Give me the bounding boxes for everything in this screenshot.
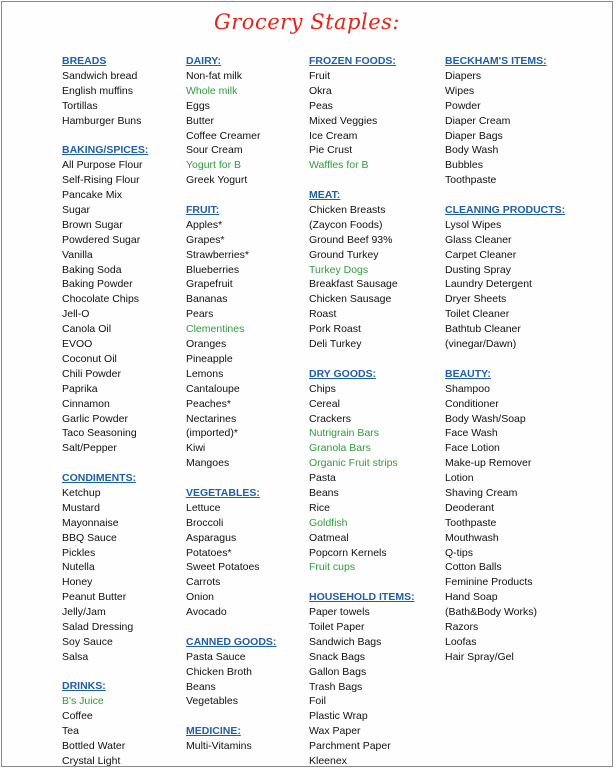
list-item: Wipes — [445, 84, 475, 97]
list-item: Carrots — [186, 576, 221, 589]
list-item: EVOO — [62, 338, 93, 351]
category-section — [445, 203, 565, 352]
list-item: B's Juice — [62, 695, 104, 708]
list-item: Chili Powder — [62, 367, 121, 380]
list-item: Cotton Balls — [445, 561, 502, 574]
list-item: (Bath&Body Works) — [445, 606, 538, 619]
list-item: Popcorn Kernels — [309, 546, 387, 559]
list-item: Sandwich Bags — [309, 635, 382, 648]
list-item: Toothpaste — [445, 516, 497, 529]
list-item: Chips — [309, 382, 336, 395]
list-item: Grapefruit — [186, 278, 233, 291]
list-item: Sour Cream — [186, 144, 243, 157]
list-item: Mustard — [62, 501, 100, 514]
list-item: Make-up Remover — [445, 457, 532, 470]
category-section — [309, 367, 415, 576]
list-item: (imported)* — [186, 427, 238, 440]
category-heading: CLEANING PRODUCTS: — [445, 203, 566, 216]
list-item: Hamburger Buns — [62, 114, 142, 127]
list-item: Dusting Spray — [445, 263, 511, 276]
list-item: All Purpose Flour — [62, 159, 143, 172]
category-heading: FRUIT: — [186, 203, 220, 216]
list-item: Diaper Cream — [445, 114, 511, 127]
list-item: Body Wash — [445, 144, 499, 157]
list-item: Sugar — [62, 204, 91, 217]
list-item: Nutella — [62, 561, 95, 574]
list-item: Pancake Mix — [62, 189, 123, 202]
list-item: Okra — [309, 84, 332, 97]
list-column-1 — [62, 54, 148, 784]
list-item: Garlic Powder — [62, 412, 128, 425]
category-section — [186, 635, 276, 710]
list-item: Lotion — [445, 472, 474, 485]
category-section — [309, 54, 415, 173]
list-item: Chicken Sausage — [309, 293, 392, 306]
category-heading: BAKING/SPICES: — [62, 144, 149, 157]
list-item: Cereal — [309, 397, 340, 410]
list-item: Toilet Cleaner — [445, 308, 510, 321]
category-heading: BREADS — [62, 55, 107, 67]
list-item: Body Wash/Soap — [445, 412, 526, 425]
list-item: Roast — [309, 308, 337, 321]
grocery-list-page — [1, 1, 613, 767]
category-section — [186, 203, 276, 471]
list-item: Goldfish — [309, 516, 348, 529]
category-section — [186, 486, 276, 620]
category-section — [309, 590, 415, 769]
list-item: Conditioner — [445, 397, 499, 410]
list-item: Strawberries* — [186, 248, 250, 261]
list-item: Bottled Water — [62, 740, 126, 753]
list-item: Blueberries — [186, 263, 240, 276]
list-item: Mangoes — [186, 457, 230, 470]
list-item: Ketchup — [62, 486, 101, 499]
list-item: Nectarines — [186, 412, 237, 425]
list-column-3 — [309, 54, 415, 784]
list-item: Chocolate Chips — [62, 293, 140, 306]
list-item: Chicken Breasts — [309, 204, 386, 217]
list-item: Kleenex — [309, 755, 347, 768]
category-heading: FROZEN FOODS: — [309, 55, 396, 67]
list-item: Coffee — [62, 710, 93, 723]
list-item: Shaving Cream — [445, 486, 518, 499]
list-item: Hand Soap — [445, 591, 498, 604]
list-item: Plastic Wrap — [309, 710, 368, 723]
list-item: Baking Powder — [62, 278, 133, 291]
list-item: Broccoli — [186, 516, 224, 529]
list-item: (Zaycon Foods) — [309, 218, 383, 231]
list-item: Rice — [309, 501, 331, 514]
list-item: Diaper Bags — [445, 129, 503, 142]
list-item: Bubbles — [445, 159, 483, 172]
list-item: Turkey Dogs — [309, 263, 369, 276]
page-title: Grocery Staples: — [213, 10, 400, 34]
list-item: Powdered Sugar — [62, 233, 141, 246]
list-item: Honey — [62, 576, 93, 589]
list-item: Dryer Sheets — [445, 293, 507, 306]
list-item: BBQ Sauce — [62, 531, 117, 544]
list-item: Toilet Paper — [309, 621, 365, 633]
list-item: Cantaloupe — [186, 382, 240, 395]
list-item: Vanilla — [62, 248, 93, 261]
list-item: Cinnamon — [62, 397, 110, 410]
list-item: Mixed Veggies — [309, 114, 378, 127]
list-item: Ice Cream — [309, 129, 358, 142]
list-item: Chicken Broth — [186, 665, 252, 678]
list-item: Yogurt for B — [186, 159, 242, 172]
list-item: Brown Sugar — [62, 218, 123, 231]
list-item: Paprika — [62, 382, 98, 395]
list-item: Canola Oil — [62, 323, 112, 336]
list-item: Beans — [309, 486, 339, 499]
list-item: Bathtub Cleaner — [445, 323, 521, 336]
category-heading: DAIRY: — [186, 55, 221, 67]
list-item: Peaches* — [186, 397, 231, 410]
category-heading: CANNED GOODS: — [186, 635, 277, 648]
category-section — [186, 54, 276, 188]
category-heading: CONDIMENTS: — [62, 471, 137, 484]
list-item: Asparagus — [186, 531, 237, 544]
category-heading: DRY GOODS: — [309, 367, 377, 380]
list-item: Tea — [62, 725, 79, 738]
list-item: Salad Dressing — [62, 620, 134, 633]
list-item: Peas — [309, 99, 333, 112]
category-section — [445, 367, 565, 665]
list-item: Lysol Wipes — [445, 218, 502, 231]
list-item: Oatmeal — [309, 531, 349, 544]
category-section — [186, 724, 276, 754]
list-item: Mayonnaise — [62, 516, 119, 529]
list-item: Avocado — [186, 606, 227, 619]
list-item: Parchment Paper — [309, 740, 391, 753]
category-heading: HOUSEHOLD ITEMS: — [309, 591, 415, 604]
list-item: Pears — [186, 308, 214, 321]
category-heading: MEAT: — [309, 189, 341, 202]
list-item: Waffles for B — [309, 159, 369, 172]
list-item: Jelly/Jam — [62, 606, 106, 619]
list-item: Soy Sauce — [62, 635, 113, 648]
list-item: Sandwich bread — [62, 70, 138, 82]
list-item: Taco Seasoning — [62, 427, 137, 440]
list-item: Sweet Potatoes — [186, 561, 260, 574]
list-column-4 — [445, 54, 565, 679]
category-heading: MEDICINE: — [186, 725, 241, 738]
list-item: Feminine Products — [445, 576, 533, 589]
list-item: Self-Rising Flour — [62, 174, 140, 187]
list-item: Fruit — [309, 70, 330, 82]
category-heading: DRINKS: — [62, 680, 106, 693]
list-item: Loofas — [445, 635, 477, 648]
list-item: Pineapple — [186, 352, 233, 365]
list-item: Lettuce — [186, 501, 221, 514]
list-item: Diapers — [445, 70, 482, 82]
list-item: Non-fat milk — [186, 70, 243, 82]
list-item: Deoderant — [445, 501, 495, 514]
list-item: Breakfast Sausage — [309, 278, 398, 291]
category-section — [62, 679, 148, 768]
list-item: Pickles — [62, 546, 96, 559]
list-item: Multi-Vitamins — [186, 740, 252, 753]
list-item: Glass Cleaner — [445, 233, 512, 246]
list-item: Clementines — [186, 323, 245, 336]
list-item: Beans — [186, 680, 216, 693]
list-item: Coffee Creamer — [186, 129, 261, 142]
list-item: Fruit cups — [309, 561, 356, 574]
list-item: Ground Turkey — [309, 248, 379, 261]
list-column-2 — [186, 54, 276, 769]
list-item: Deli Turkey — [309, 338, 362, 351]
list-item: Mouthwash — [445, 531, 499, 544]
list-item: Pork Roast — [309, 323, 361, 336]
list-item: Granola Bars — [309, 442, 371, 455]
list-item: Nutrigrain Bars — [309, 427, 380, 440]
list-item: Lemons — [186, 367, 224, 380]
list-item: Q-tips — [445, 546, 474, 559]
category-heading: BECKHAM'S ITEMS: — [445, 55, 547, 67]
category-section — [62, 471, 148, 665]
list-item: Coconut Oil — [62, 352, 117, 365]
category-heading: VEGETABLES: — [186, 486, 260, 499]
list-item: Wax Paper — [309, 725, 361, 738]
list-item: Salsa — [62, 650, 89, 663]
list-item: Shampoo — [445, 382, 490, 395]
list-item: Toothpaste — [445, 174, 497, 187]
category-section — [62, 54, 148, 129]
list-item: Gallon Bags — [309, 665, 367, 678]
list-item: Paper towels — [309, 606, 370, 619]
category-section — [309, 188, 415, 352]
list-item: Ground Beef 93% — [309, 233, 393, 246]
list-item: Trash Bags — [309, 680, 363, 693]
category-section — [62, 143, 148, 456]
list-item: Eggs — [186, 99, 210, 112]
list-item: Face Lotion — [445, 442, 500, 455]
list-item: Apples* — [186, 218, 223, 231]
list-item: Onion — [186, 591, 215, 604]
list-item: Baking Soda — [62, 263, 122, 276]
list-item: Grapes* — [186, 233, 225, 246]
list-item: Carpet Cleaner — [445, 248, 517, 261]
list-item: Vegetables — [186, 695, 238, 708]
list-item: Oranges — [186, 338, 227, 351]
list-item: Foil — [309, 695, 326, 708]
list-item: Powder — [445, 99, 481, 112]
list-item: Kiwi — [186, 442, 206, 455]
list-item: Salt/Pepper — [62, 442, 117, 455]
list-item: Razors — [445, 620, 479, 633]
list-item: Organic Fruit strips — [309, 457, 398, 470]
list-item: Face Wash — [445, 427, 498, 440]
list-item: Pasta Sauce — [186, 650, 246, 663]
list-item: Tortillas — [62, 99, 98, 112]
list-item: Pie Crust — [309, 144, 353, 157]
list-item: Crystal Light — [62, 755, 121, 768]
list-item: Crackers — [309, 412, 352, 425]
category-heading: BEAUTY: — [445, 367, 491, 380]
list-item: (vinegar/Dawn) — [445, 338, 517, 351]
list-item: Whole milk — [186, 84, 238, 97]
list-item: Greek Yogurt — [186, 174, 248, 187]
list-item: Bananas — [186, 293, 228, 306]
list-item: Pasta — [309, 472, 336, 485]
list-item: Potatoes* — [186, 546, 232, 559]
list-item: Hair Spray/Gel — [445, 650, 514, 663]
list-item: English muffins — [62, 84, 134, 97]
list-item: Laundry Detergent — [445, 278, 532, 291]
list-item: Snack Bags — [309, 650, 366, 663]
category-section — [445, 54, 565, 188]
list-item: Butter — [186, 114, 215, 127]
list-item: Peanut Butter — [62, 591, 127, 604]
list-item: Jell-O — [62, 308, 90, 321]
